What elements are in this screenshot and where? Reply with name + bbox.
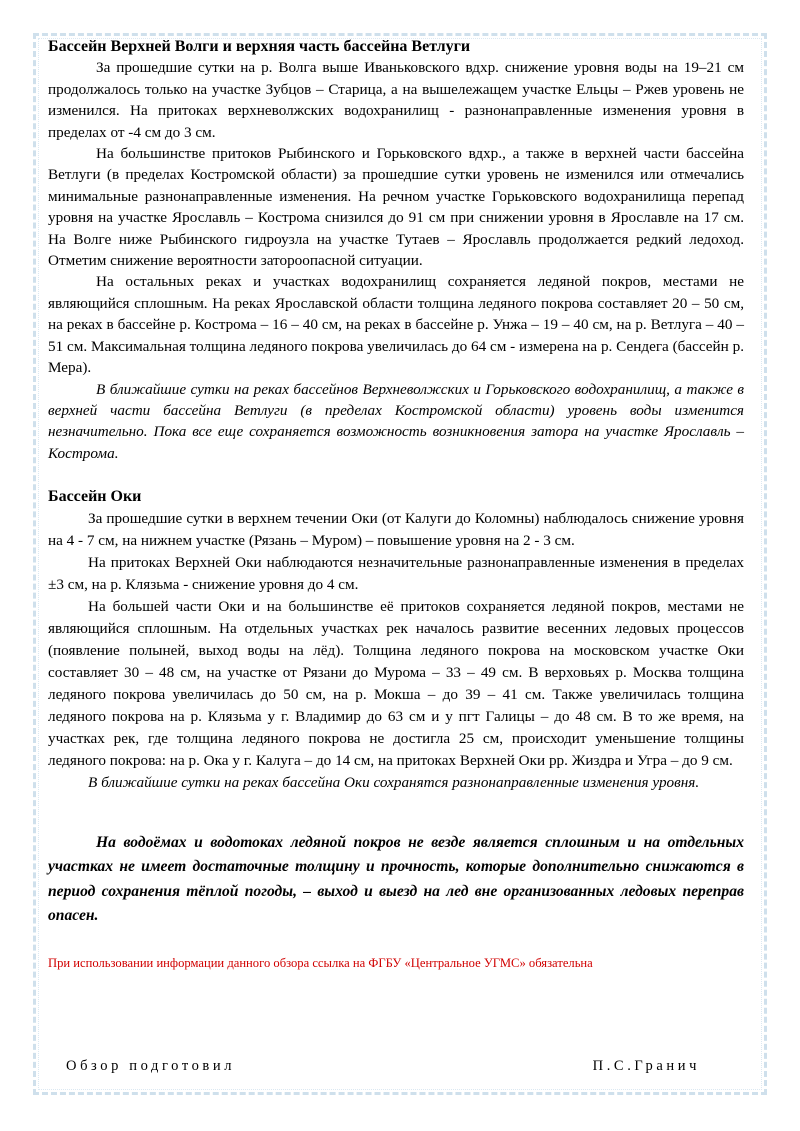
volga-paragraph-2: На большинстве притоков Рыбинского и Горьковского вдхр., а также в верхней части бассейна Ветлуги (в пределах Костромской области) за прошедшие сутки уровень не изменился или отмечались минимальные разнонаправленные изменения. На речном участке Горьковского водохранилища перепад уровня на участке Ярославль – Кострома снизился до 91 см при снижении уровня в Ярославле на 17 см. На Волге ниже Рыбинского гидроузла на участке Тутаев – Ярославль продолжается редкий ледоход. Отметим снижение вероятности затороопасной ситуации. — [48, 145, 744, 270]
oka-forecast: В ближайшие сутки на реках бассейна Оки сохранятся разнонаправленные изменения уровня. — [88, 774, 700, 792]
document-body — [48, 36, 744, 971]
footer-signature — [66, 1058, 700, 1075]
section-gap — [48, 464, 744, 486]
oka-paragraph-3: На большей части Оки и на большинстве её притоков сохраняется ледяной покров, местами не являющийся сплошным. На отдельных участках рек началось развитие весенних ледовых процессов (появление полыней, выход воды на лёд). Толщина ледяного покрова на московском участке Оки составляет 30 – 48 см, на участке от Рязани до Мурома – 33 – 49 см. В верховьях р. Москва толщина ледяного покрова увеличилась до 50 см, на р. Мокша – до 39 – 41 см. Также увеличилась толщина ледяного покрова на р. Клязьма у г. Владимир до 63 см и у пгт Галицы – до 48 см. В то же время, на участках рек, где толщина ледяного покрова не достигла 25 см, происходит уменьшение толщины ледяного покрова: на р. Ока у г. Калуга – до 14 см, на притоках Верхней Оки рр. Жиздра и Угра – до 9 см. — [48, 598, 744, 770]
usage-notice: При использовании информации данного обзора ссылка на ФГБУ «Центральное УГМС» обязательна — [48, 955, 593, 970]
author-name: П.С.Гранич — [592, 1058, 700, 1074]
volga-forecast: В ближайшие сутки на реках бассейнов Верхневолжских и Горьковского водохранилищ, а также в верхней части бассейна Ветлуги (в пределах Костромской области) уровень воды изменится незначительно. Пока все еще сохраняется возможность возникновения затора на участке Ярославль – Кострома. — [48, 380, 744, 462]
section-title-oka: Бассейн Оки — [48, 488, 142, 506]
volga-paragraph-1: За прошедшие сутки на р. Волга выше Иваньковского вдхр. снижение уровня воды на 19–21 см продолжалось только на участке Зубцов – Старица, а на вышележащем участке Ельцы – Ржев уровень не изменился. На притоках верхневолжских водохранилищ - разнонаправленные изменения уровня в пределах от -4 см до 3 см. — [48, 59, 744, 141]
safety-warning: На водоёмах и водотоках ледяной покров не везде является сплошным и на отдельных участках не имеет достаточные толщину и прочность, которые дополнительно снижаются в период сохранения тёплой погоды, – выход и выезд на лед вне организованных ледовых переправ опасен. — [48, 834, 744, 924]
section-title-volga: Бассейн Верхней Волги и верхняя часть бассейна Ветлуги — [48, 38, 471, 55]
volga-paragraph-3: На остальных реках и участках водохранилищ сохраняется ледяной покров, местами не являющийся сплошным. На реках Ярославской области толщина ледяного покрова составляет 20 – 50 см, на реках в бассейне р. Кострома – 16 – 40 см, на реках в бассейне р. Унжа – 19 – 40 см, на р. Ветлуга – 40 – 51 см. Максимальная толщина ледяного покрова увеличилась до 64 см - измерена на р. Сендега (бассейн р. Мера). — [48, 273, 744, 377]
oka-paragraph-2: На притоках Верхней Оки наблюдаются незначительные разнонаправленные изменения в пределах ±3 см, на р. Клязьма - снижение уровня до 4 см. — [48, 554, 744, 594]
prepared-by-label: Обзор подготовил — [66, 1058, 236, 1074]
oka-paragraph-1: За прошедшие сутки в верхнем течении Оки (от Калуги до Коломны) наблюдалось снижение уровня на 4 - 7 см, на нижнем участке (Рязань – Муром) – повышение уровня на 2 - 3 см. — [48, 510, 744, 550]
